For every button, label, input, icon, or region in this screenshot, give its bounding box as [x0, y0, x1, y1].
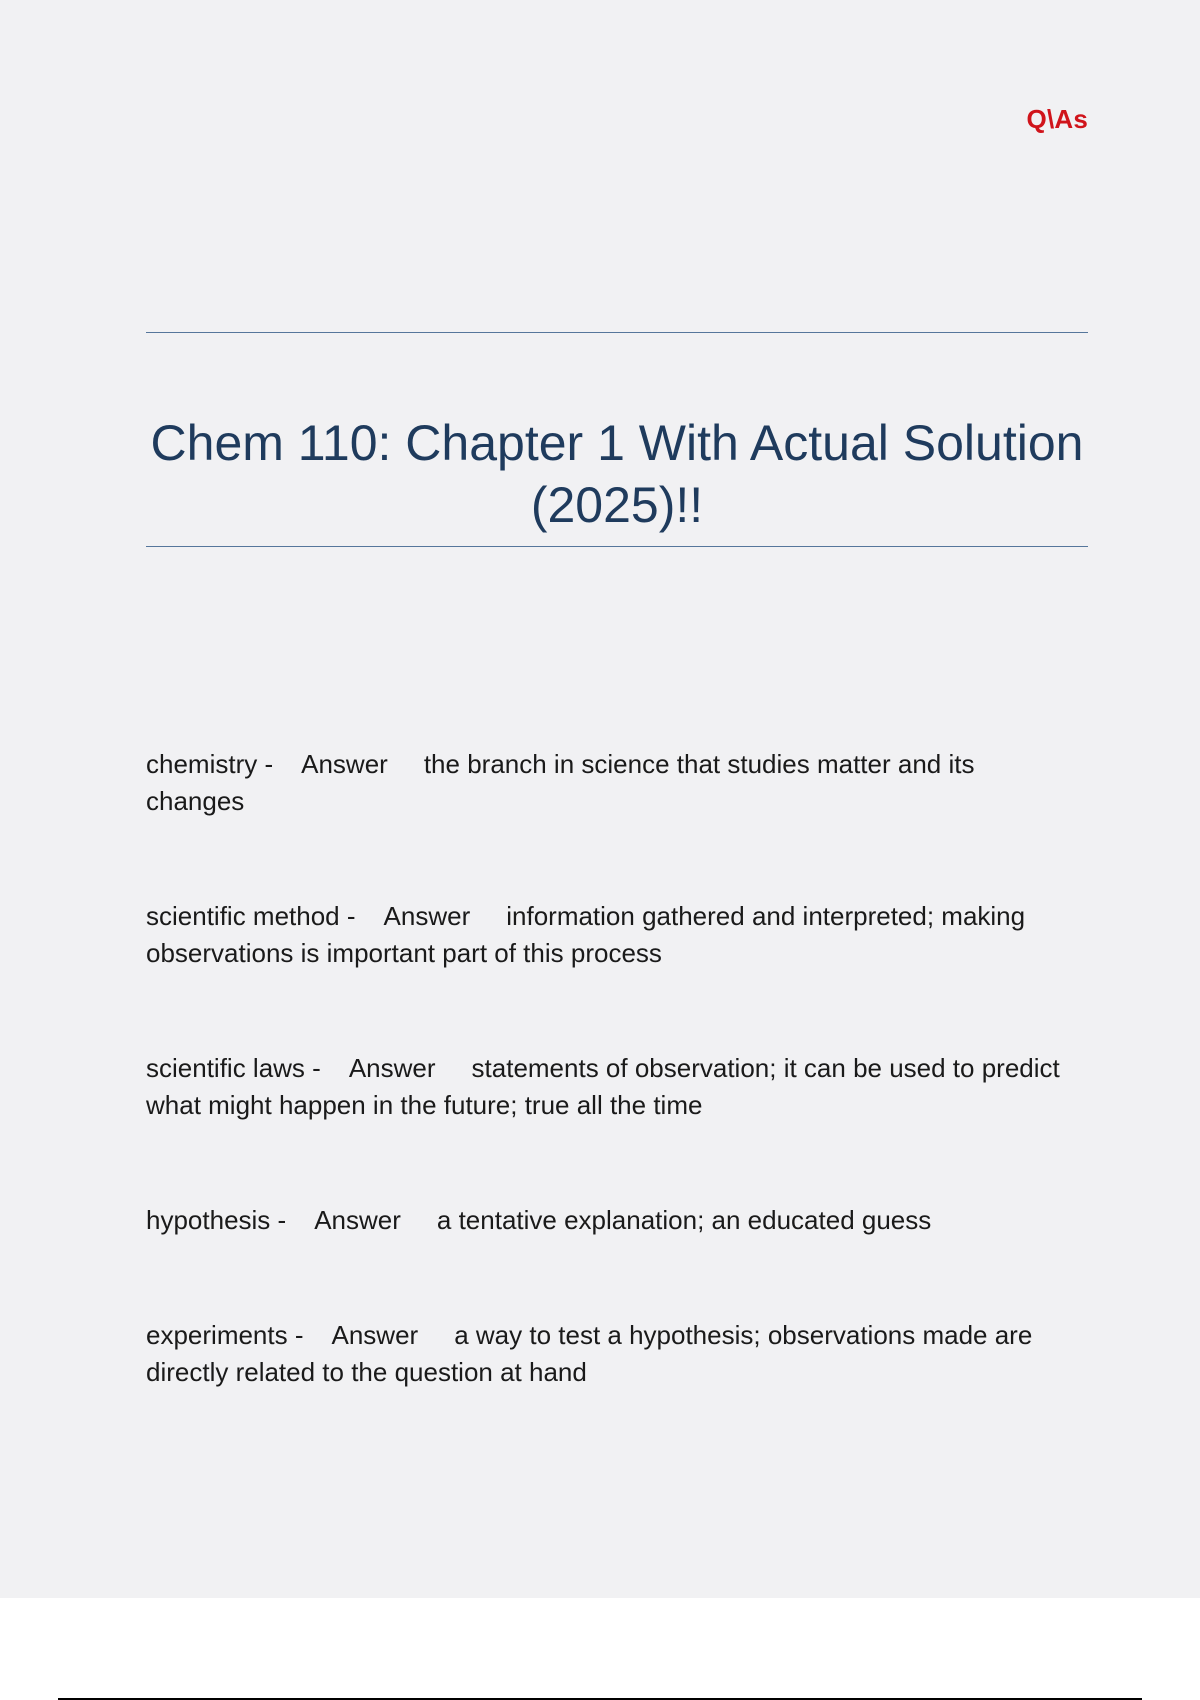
qa-list — [146, 746, 1076, 1391]
qa-item — [146, 1317, 1076, 1391]
qa-item — [146, 1050, 1076, 1124]
qa-term: scientific laws - — [146, 1053, 321, 1083]
qa-item — [146, 898, 1076, 972]
qa-term: hypothesis - — [146, 1205, 287, 1235]
qa-definition: the branch in science that studies matter and its changes — [146, 749, 975, 816]
qa-definition: statements of observation; it can be used to predict what might happen in the future; true all the time — [146, 1053, 1060, 1120]
qa-term: experiments - — [146, 1320, 304, 1350]
answer-label: Answer — [383, 901, 471, 931]
qa-definition: a tentative explanation; an educated guess — [436, 1205, 932, 1235]
qa-item — [146, 746, 1076, 820]
answer-label: Answer — [348, 1053, 436, 1083]
document-title: Chem 110: Chapter 1 With Actual Solution (2025)!! — [150, 415, 1084, 533]
qa-term: scientific method - — [146, 901, 356, 931]
qa-item — [146, 1202, 1076, 1239]
answer-label: Answer — [331, 1320, 419, 1350]
qa-definition: information gathered and interpreted; making observations is important part of this process — [146, 901, 1026, 968]
qa-term: chemistry - — [146, 749, 274, 779]
title-bottom-divider — [146, 546, 1088, 547]
title-top-divider — [146, 332, 1088, 333]
header-tag: Q\As — [1026, 104, 1088, 134]
answer-label: Answer — [314, 1205, 401, 1235]
qa-definition: a way to test a hypothesis; observations made are directly related to the question at hand — [146, 1320, 1033, 1387]
answer-label: Answer — [301, 749, 388, 779]
